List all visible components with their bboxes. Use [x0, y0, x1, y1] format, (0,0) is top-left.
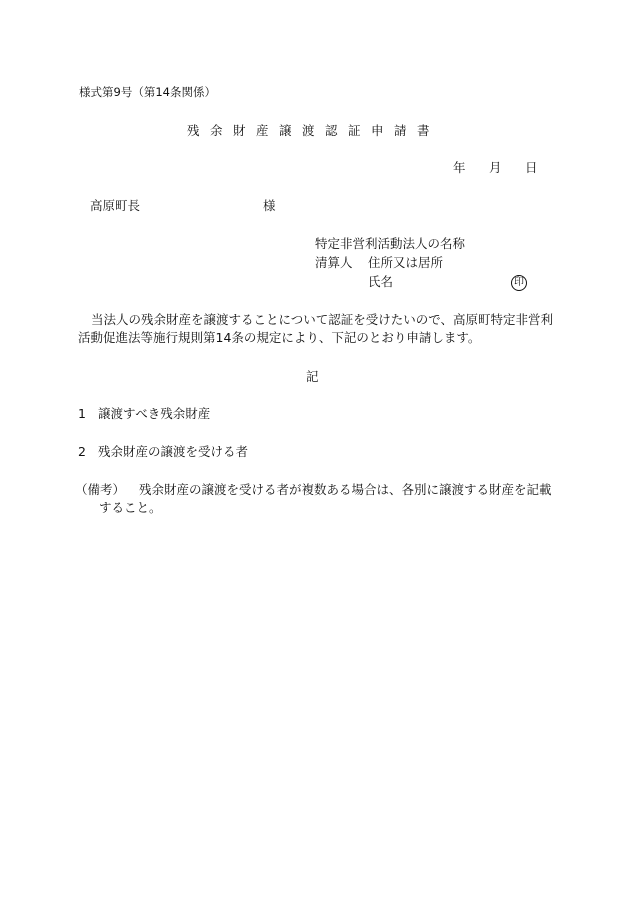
item-1-text: 譲渡すべき残余財産	[98, 406, 211, 421]
item-2-number: 2	[78, 444, 86, 459]
note-label: （備考）	[75, 482, 126, 497]
name-label: 氏名	[368, 274, 394, 289]
note-line-2: すること。	[99, 500, 162, 515]
document-title: 残余財産譲渡認証申請書	[187, 123, 441, 138]
addressee-name: 高原町長	[90, 198, 141, 213]
seal-icon: 印	[511, 275, 527, 291]
form-number: 様式第9号（第14条関係）	[79, 85, 216, 99]
note-line-1: 残余財産の譲渡を受ける者が複数ある場合は、各別に譲渡する財産を記載	[139, 482, 552, 497]
addressee-honorific: 様	[263, 198, 276, 213]
date-year: 年	[453, 160, 466, 175]
ki-heading: 記	[306, 369, 319, 384]
liquidator-label: 清算人	[315, 255, 353, 270]
body-line-1: 当法人の残余財産を譲渡することについて認証を受けたいので、高原町特定非営利	[91, 312, 554, 327]
date-day: 日	[525, 160, 538, 175]
body-line-2: 活動促進法等施行規則第14条の規定により、下記のとおり申請します。	[78, 330, 481, 345]
item-2-text: 残余財産の譲渡を受ける者	[98, 444, 249, 459]
org-name-label: 特定非営利活動法人の名称	[315, 236, 466, 251]
item-1-number: 1	[78, 406, 86, 421]
address-label: 住所又は居所	[368, 255, 444, 270]
seal-mark	[511, 273, 527, 291]
date-month: 月	[489, 160, 502, 175]
